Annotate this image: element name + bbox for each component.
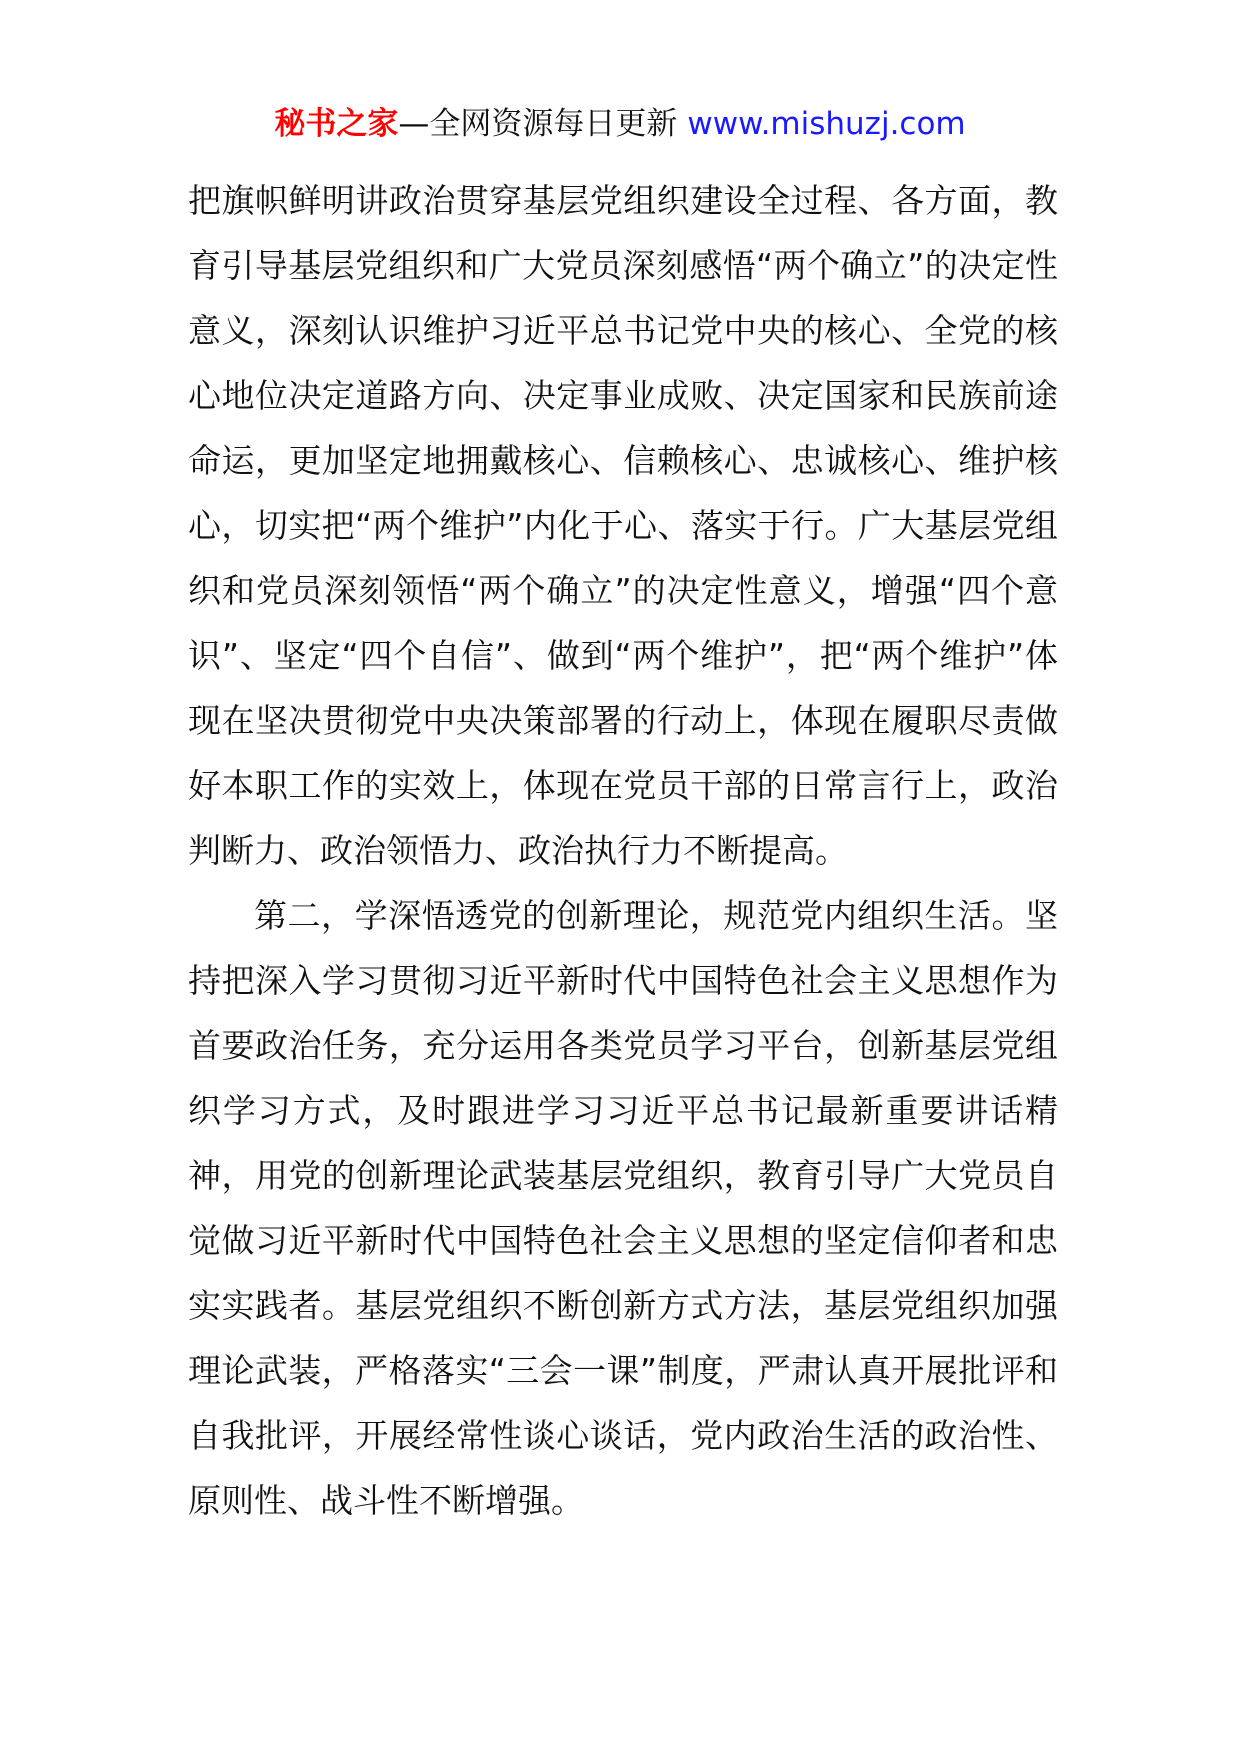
brand-name: 秘书之家 [274, 106, 399, 142]
paragraph-second-point: 第二，学深悟透党的创新理论，规范党内组织生活。坚持把深入学习贯彻习近平新时代中国特色社会主义思想作为首要政治任务，充分运用各类党员学习平台，创新基层党组织学习方式，及时跟进学习习近平总书记最新重要讲话精神，用党的创新理论武装基层党组织，教育引导广大党员自觉做习近平新时代中国特色社会主义思想的坚定信仰者和忠实实践者。基层党组织不断创新方式方法，基层党组织加强理论武装，严格落实“三会一课”制度，严肃认真开展批评和自我批评，开展经常性谈心谈话，党内政治生活的政治性、原则性、战斗性不断增强。 [188, 896, 1058, 1520]
paragraph-continued: 把旗帜鲜明讲政治贯穿基层党组织建设全过程、各方面，教育引导基层党组织和广大党员深刻感悟“两个确立”的决定性意义，深刻认识维护习近平总书记党中央的核心、全党的核心地位决定道路方向、决定事业成败、决定国家和民族前途命运，更加坚定地拥戴核心、信赖核心、忠诚核心、维护核心，切实把“两个维护”内化于心、落实于行。广大基层党组织和党员深刻领悟“两个确立”的决定性意义，增强“四个意识”、坚定“四个自信”、做到“两个维护”，把“两个维护”体现在坚决贯彻党中央决策部署的行动上，体现在履职尽责做好本职工作的实效上，体现在党员干部的日常言行上，政治判断力、政治领悟力、政治执行力不断提高。 [188, 181, 1058, 870]
document-body [188, 168, 1058, 1533]
page-header [0, 100, 1240, 148]
site-url-link[interactable]: www.mishuzj.com [687, 106, 966, 142]
header-tagline: —全网资源每日更新 [398, 106, 678, 142]
